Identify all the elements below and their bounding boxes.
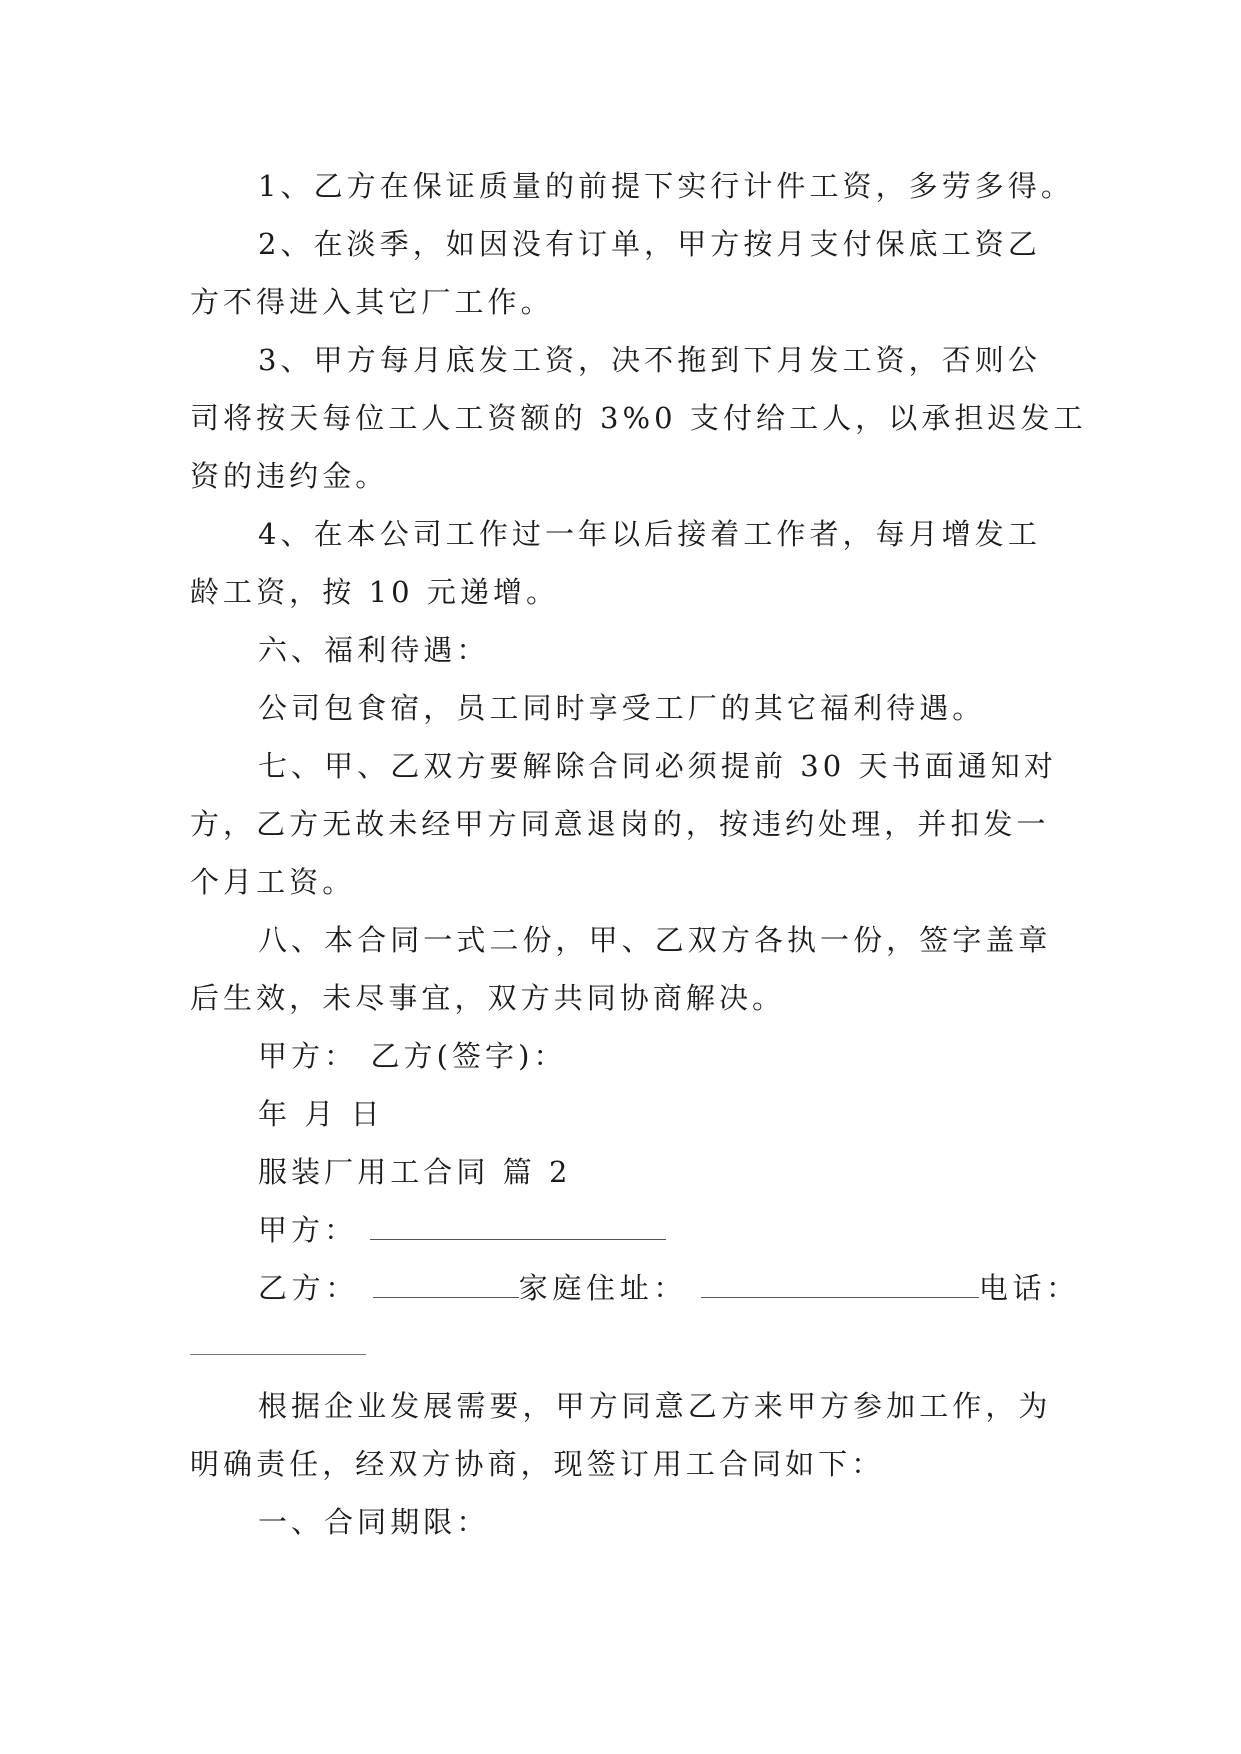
paragraph-line: 后生效，未尽事宜，双方共同协商解决。	[190, 981, 786, 1015]
party-b-blank	[373, 1271, 519, 1298]
paragraph-line: 根据企业发展需要，甲方同意乙方来甲方参加工作，为	[258, 1389, 1052, 1423]
party-b-line	[258, 1270, 1080, 1306]
paragraph-line: 方，乙方无故未经甲方同意退岗的，按违约处理，并扣发一	[190, 807, 1050, 841]
address-label: 家庭住址：	[518, 1271, 687, 1305]
paragraph-line: 公司包食宿，员工同时享受工厂的其它福利待遇。	[258, 691, 986, 725]
paragraph-line: 个月工资。	[190, 865, 356, 899]
paragraph-line: 2、在淡季，如因没有订单，甲方按月支付保底工资乙	[258, 227, 1041, 261]
party-a-blank	[370, 1213, 666, 1240]
paragraph-line: 七、甲、乙双方要解除合同必须提前 30 天书面通知对	[258, 749, 1057, 783]
party-b-label: 乙方：	[258, 1271, 359, 1305]
paragraph-line: 3、甲方每月底发工资，决不拖到下月发工资，否则公	[258, 343, 1041, 377]
paragraph-line: 龄工资，按 10 元递增。	[190, 575, 560, 609]
party-a-label: 甲方：	[258, 1213, 358, 1247]
date-line: 年 月 日	[258, 1097, 384, 1131]
phone-blank	[190, 1354, 366, 1355]
paragraph-line: 资的违约金。	[190, 459, 389, 493]
paragraph-line: 4、在本公司工作过一年以后接着工作者，每月增发工	[258, 517, 1041, 551]
section-heading: 一、合同期限：	[258, 1505, 490, 1539]
document-title: 服装厂用工合同 篇 2	[258, 1155, 572, 1189]
section-heading: 六、福利待遇：	[258, 633, 490, 667]
paragraph-line: 1、乙方在保证质量的前提下实行计件工资，多劳多得。	[258, 169, 1074, 203]
paragraph-line: 司将按天每位工人工资额的 3%0 支付给工人，以承担迟发工	[190, 401, 1087, 435]
address-blank	[701, 1271, 979, 1298]
paragraph-line: 明确责任，经双方协商，现签订用工合同如下：	[190, 1447, 885, 1481]
party-a-line	[258, 1212, 666, 1248]
paragraph-line: 方不得进入其它厂工作。	[190, 285, 554, 319]
signature-line: 甲方： 乙方(签字)：	[258, 1039, 567, 1073]
phone-label: 电话：	[978, 1271, 1080, 1305]
paragraph-line: 八、本合同一式二份，甲、乙双方各执一份，签字盖章	[258, 923, 1052, 957]
